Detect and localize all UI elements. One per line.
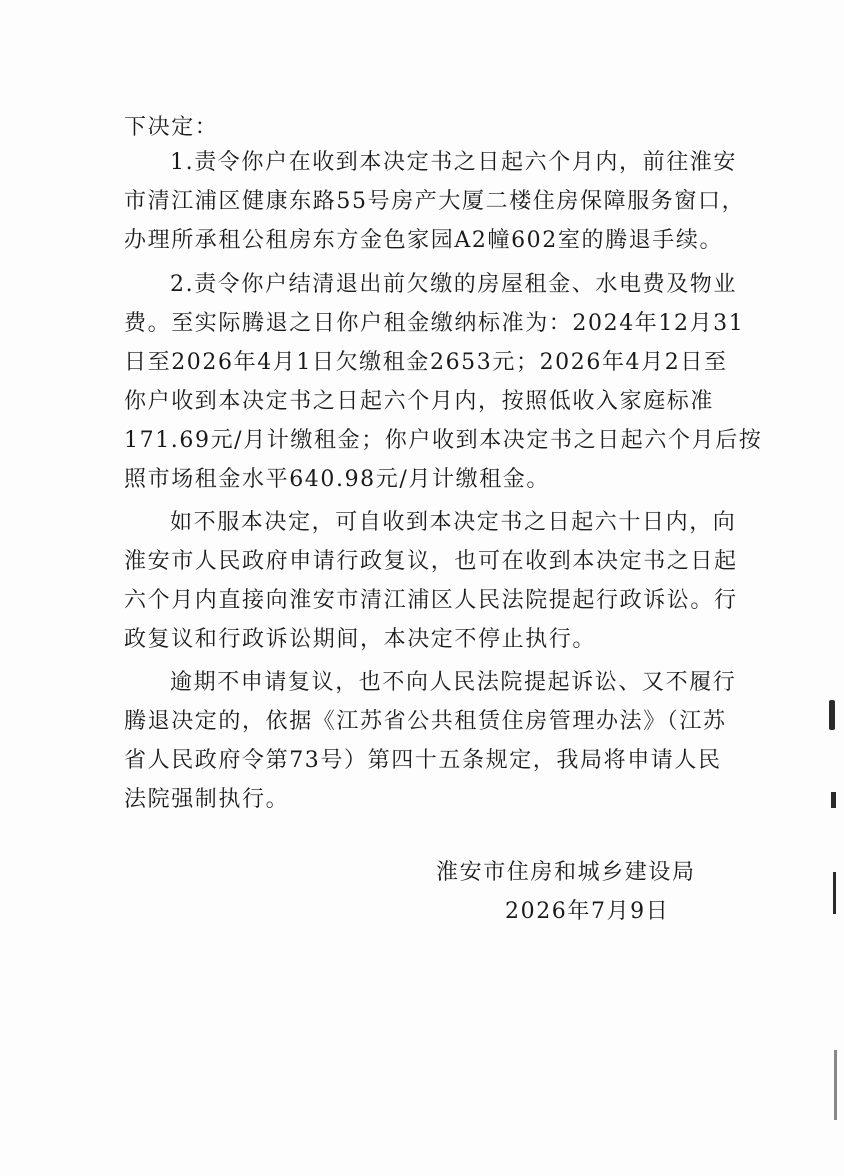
text-line: 腾退决定的，依据《江苏省公共租赁住房管理办法》（江苏 [124,709,727,734]
text-line: 法院强制执行。 [124,787,290,812]
text-line: 政复议和行政诉讼期间，本决定不停止执行。 [124,627,597,652]
text-line: 市清江浦区健康东路55号房产大厦二楼住房保障服务窗口， [124,189,746,214]
text-line: 费。至实际腾退之日你户租金缴纳标准为：2024年12月31 [124,311,745,336]
text-line: 日至2026年4月1日欠缴租金2653元；2026年4月2日至 [124,350,728,375]
text-line: 171.69元/月计缴租金；你户收到本决定书之日起六个月后按 [124,428,763,453]
text-line: 1.责令你户在收到本决定书之日起六个月内，前往淮安 [170,150,737,175]
scan-artifact [829,700,835,730]
text-line: 六个月内直接向淮安市清江浦区人民法院提起行政诉讼。行 [124,588,738,613]
text-line: 照市场租金水平640.98元/月计缴租金。 [124,467,550,492]
scan-artifact [831,792,836,808]
text-line: 省人民政府令第73号）第四十五条规定，我局将申请人民 [124,748,722,773]
text-line: 办理所承租公租房东方金色家园A2幢602室的腾退手续。 [124,228,724,253]
text-line: 你户收到本决定书之日起六个月内，按照低收入家庭标准 [124,389,715,414]
scan-artifact [833,872,836,914]
text-line: 逾期不申请复议，也不向人民法院提起诉讼、又不履行 [170,670,737,695]
text-line: 淮安市人民政府申请行政复议，也可在收到本决定书之日起 [124,549,738,574]
text-line: 下决定： [124,115,219,140]
text-line: 2.责令你户结清退出前欠缴的房屋租金、水电费及物业 [170,272,737,297]
issuer-name: 淮安市住房和城乡建设局 [436,860,696,885]
scan-artifact [834,1050,837,1120]
text-line: 如不服本决定，可自收到本决定书之日起六十日内，向 [170,510,737,535]
issue-date: 2026年7月9日 [505,899,670,924]
